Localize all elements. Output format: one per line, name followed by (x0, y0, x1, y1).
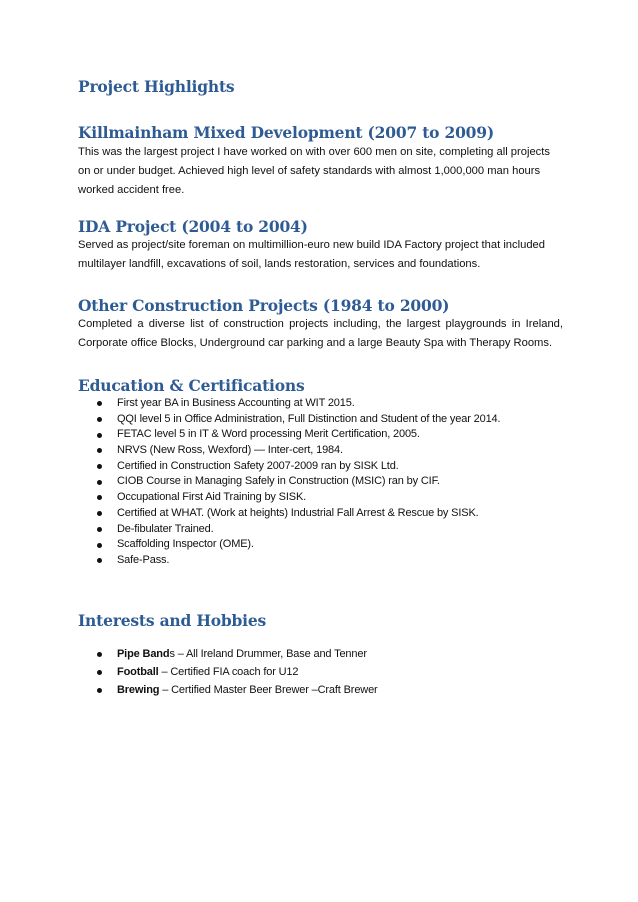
list-item (0, 553, 600, 569)
list-item (0, 663, 600, 681)
list-item (0, 681, 600, 699)
list-item (0, 522, 600, 538)
section-heading-ida: IDA Project (2004 to 2004) (78, 217, 308, 236)
list-item-text: Scaffolding Inspector (OME). (117, 538, 254, 551)
list-item-text: Occupational First Aid Training by SISK. (117, 491, 307, 504)
bullet-icon (97, 688, 102, 693)
list-item-text: First year BA in Business Accounting at WIT 2015. (117, 397, 355, 409)
list-item (0, 490, 600, 506)
paragraph-killmainham: This was the largest project I have worked on with over 600 men on site, completing all projects on or under budget. Achieved high level of safety standards with almost 1,000,000 man hours worked accident free. (78, 146, 550, 196)
paragraph-other-projects: Completed a diverse list of construction projects including, the largest playgrounds in Ireland, Corporate office Blocks, Underground car parking and a large Beauty Spa with Therapy Rooms. (78, 318, 563, 349)
bullet-icon (97, 448, 102, 453)
section-heading-education: Education & Certifications (78, 376, 305, 395)
interests-list (0, 645, 600, 699)
hobby-name: Football (117, 666, 159, 678)
hobby-name: Brewing (117, 684, 160, 696)
section-heading-killmainham: Killmainham Mixed Development (2007 to 2009) (78, 123, 494, 142)
list-item-text: Safe-Pass. (117, 553, 170, 566)
bullet-icon (97, 543, 102, 548)
bullet-icon (97, 433, 102, 438)
list-item (0, 506, 600, 522)
list-item (0, 443, 600, 459)
list-item (0, 645, 600, 663)
list-item-text: De-fibulater Trained. (117, 522, 214, 535)
paragraph-ida: Served as project/site foreman on multimillion-euro new build IDA Factory project that included multilayer landfill, excavations of soil, lands restoration, services and foundations. (78, 239, 545, 270)
section-heading-project-highlights: Project Highlights (78, 77, 235, 96)
bullet-icon (97, 652, 102, 657)
bullet-icon (97, 480, 102, 485)
list-item-text: Certified at WHAT. (Work at heights) Industrial Fall Arrest & Rescue by SISK. (117, 506, 479, 519)
list-item (0, 459, 600, 475)
bullet-icon (97, 527, 102, 532)
education-list (0, 396, 600, 569)
list-item (0, 474, 600, 490)
list-item (0, 427, 600, 443)
hobby-detail: – Certified Master Beer Brewer –Craft Brewer (159, 684, 378, 696)
list-item (0, 537, 600, 553)
section-heading-other-projects: Other Construction Projects (1984 to 2000) (78, 296, 450, 315)
list-item-text: NRVS (New Ross, Wexford) — Inter-cert, 1984. (117, 444, 343, 457)
bullet-icon (97, 511, 102, 516)
hobby-detail: – Certified FIA coach for U12 (158, 666, 299, 678)
list-item-text: Certified in Construction Safety 2007-2009 ran by SISK Ltd. (117, 459, 399, 472)
bullet-icon (97, 417, 102, 422)
bullet-icon (97, 495, 102, 500)
list-item (0, 412, 600, 428)
hobby-name: Pipe Band (117, 648, 170, 660)
list-item (0, 396, 600, 412)
bullet-icon (97, 464, 102, 469)
list-item-text: FETAC level 5 in IT & Word processing Merit Certification, 2005. (117, 428, 420, 441)
bullet-icon (97, 670, 102, 675)
hobby-detail: s – All Ireland Drummer, Base and Tenner (169, 648, 367, 660)
bullet-icon (97, 558, 102, 563)
bullet-icon (97, 401, 102, 406)
section-heading-interests: Interests and Hobbies (78, 611, 267, 630)
list-item-text: CIOB Course in Managing Safely in Construction (MSIC) ran by CIF. (117, 475, 440, 488)
list-item-text: QQI level 5 in Office Administration, Full Distinction and Student of the year 2014. (117, 412, 501, 425)
